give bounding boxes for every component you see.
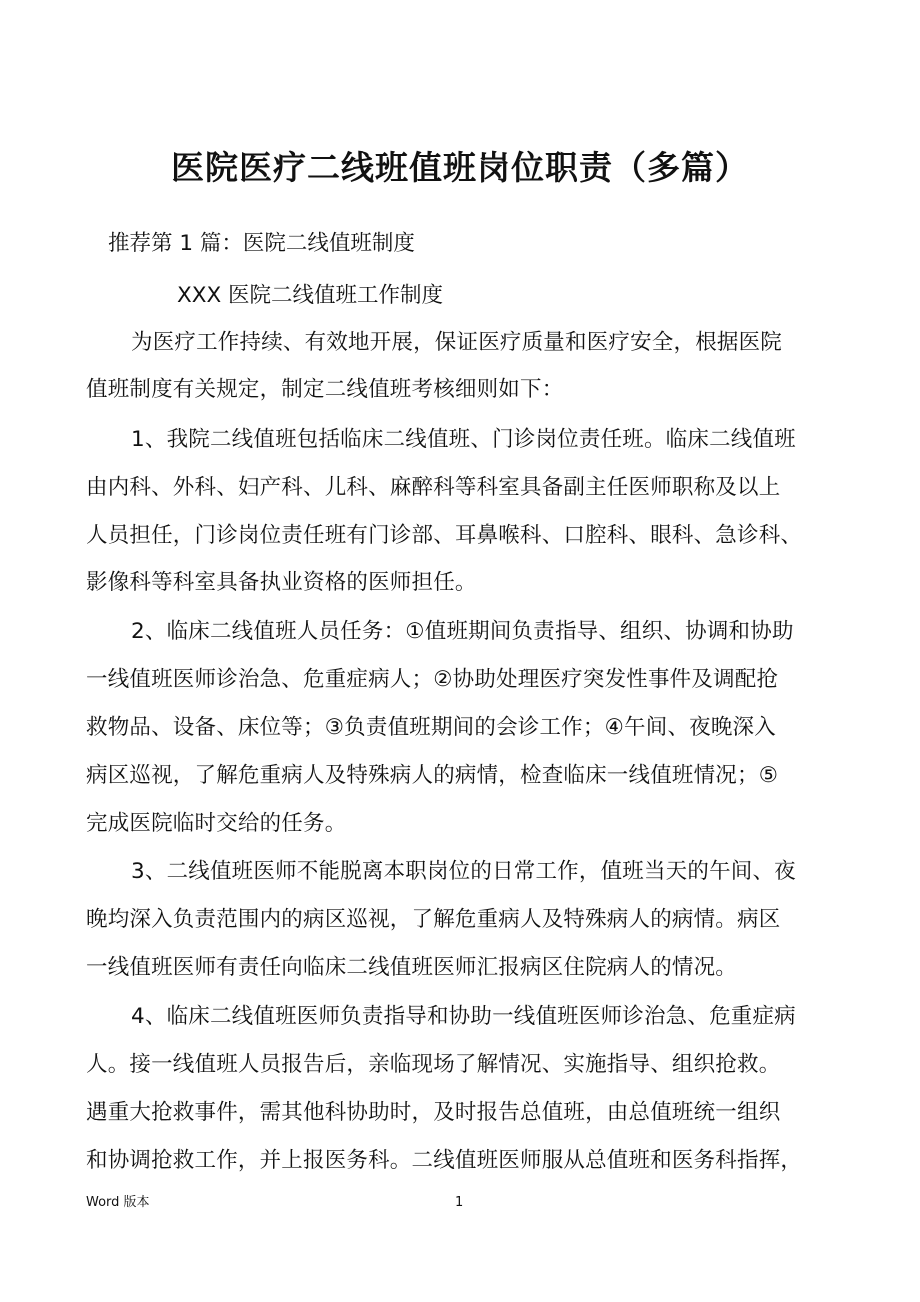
footer-label: Word 版本	[86, 1195, 150, 1210]
paragraph-line: 影像科等科室具备执业资格的医师担任。	[86, 570, 477, 595]
paragraph-line: 由内科、外科、妇产科、儿科、麻醉科等科室具备副主任医师职称及以上	[86, 475, 781, 500]
paragraph-line: 4、临床二线值班医师负责指导和协助一线值班医师诊治急、危重症病	[131, 1004, 796, 1029]
paragraph-line: 人。接一线值班人员报告后，亲临现场了解情况、实施指导、组织抢救。	[86, 1052, 781, 1077]
paragraph-line: 救物品、设备、床位等；③负责值班期间的会诊工作；④午间、夜晚深入	[86, 715, 776, 740]
paragraph-line: 人员担任，门诊岗位责任班有门诊部、耳鼻喉科、口腔科、眼科、急诊科、	[86, 523, 803, 548]
paragraph-line: 遇重大抢救事件，需其他科协助时，及时报告总值班，由总值班统一组织	[86, 1100, 781, 1125]
recommend-heading: 推荐第 1 篇：医院二线值班制度	[108, 231, 415, 256]
paragraph-line: 值班制度有关规定，制定二线值班考核细则如下：	[86, 377, 564, 402]
paragraph-line: 2、临床二线值班人员任务：①值班期间负责指导、组织、协调和协助	[131, 619, 794, 644]
paragraph-line: 完成医院临时交给的任务。	[86, 811, 347, 836]
paragraph-line: 为医疗工作持续、有效地开展，保证医疗质量和医疗安全，根据医院	[131, 330, 783, 355]
paragraph-line: 一线值班医师诊治急、危重症病人；②协助处理医疗突发性事件及调配抢	[86, 667, 779, 692]
paragraph-line: 一线值班医师有责任向临床二线值班医师汇报病区住院病人的情况。	[86, 955, 738, 980]
paragraph-line: 3、二线值班医师不能脱离本职岗位的日常工作，值班当天的午间、夜	[131, 859, 796, 884]
page-number: 1	[455, 1195, 464, 1210]
paragraph-line: 1、我院二线值班包括临床二线值班、门诊岗位责任班。临床二线值班	[131, 427, 796, 452]
paragraph-line: 晚均深入负责范围内的病区巡视，了解危重病人及特殊病人的病情。病区	[86, 907, 781, 932]
sub-title: XXX 医院二线值班工作制度	[177, 283, 444, 308]
paragraph-line: 病区巡视，了解危重病人及特殊病人的病情，检查临床一线值班情况；⑤	[86, 763, 779, 788]
document-title: 医院医疗二线班值班岗位职责（多篇）	[171, 148, 749, 187]
paragraph-line: 和协调抢救工作，并上报医务科。二线值班医师服从总值班和医务科指挥，	[86, 1148, 803, 1173]
